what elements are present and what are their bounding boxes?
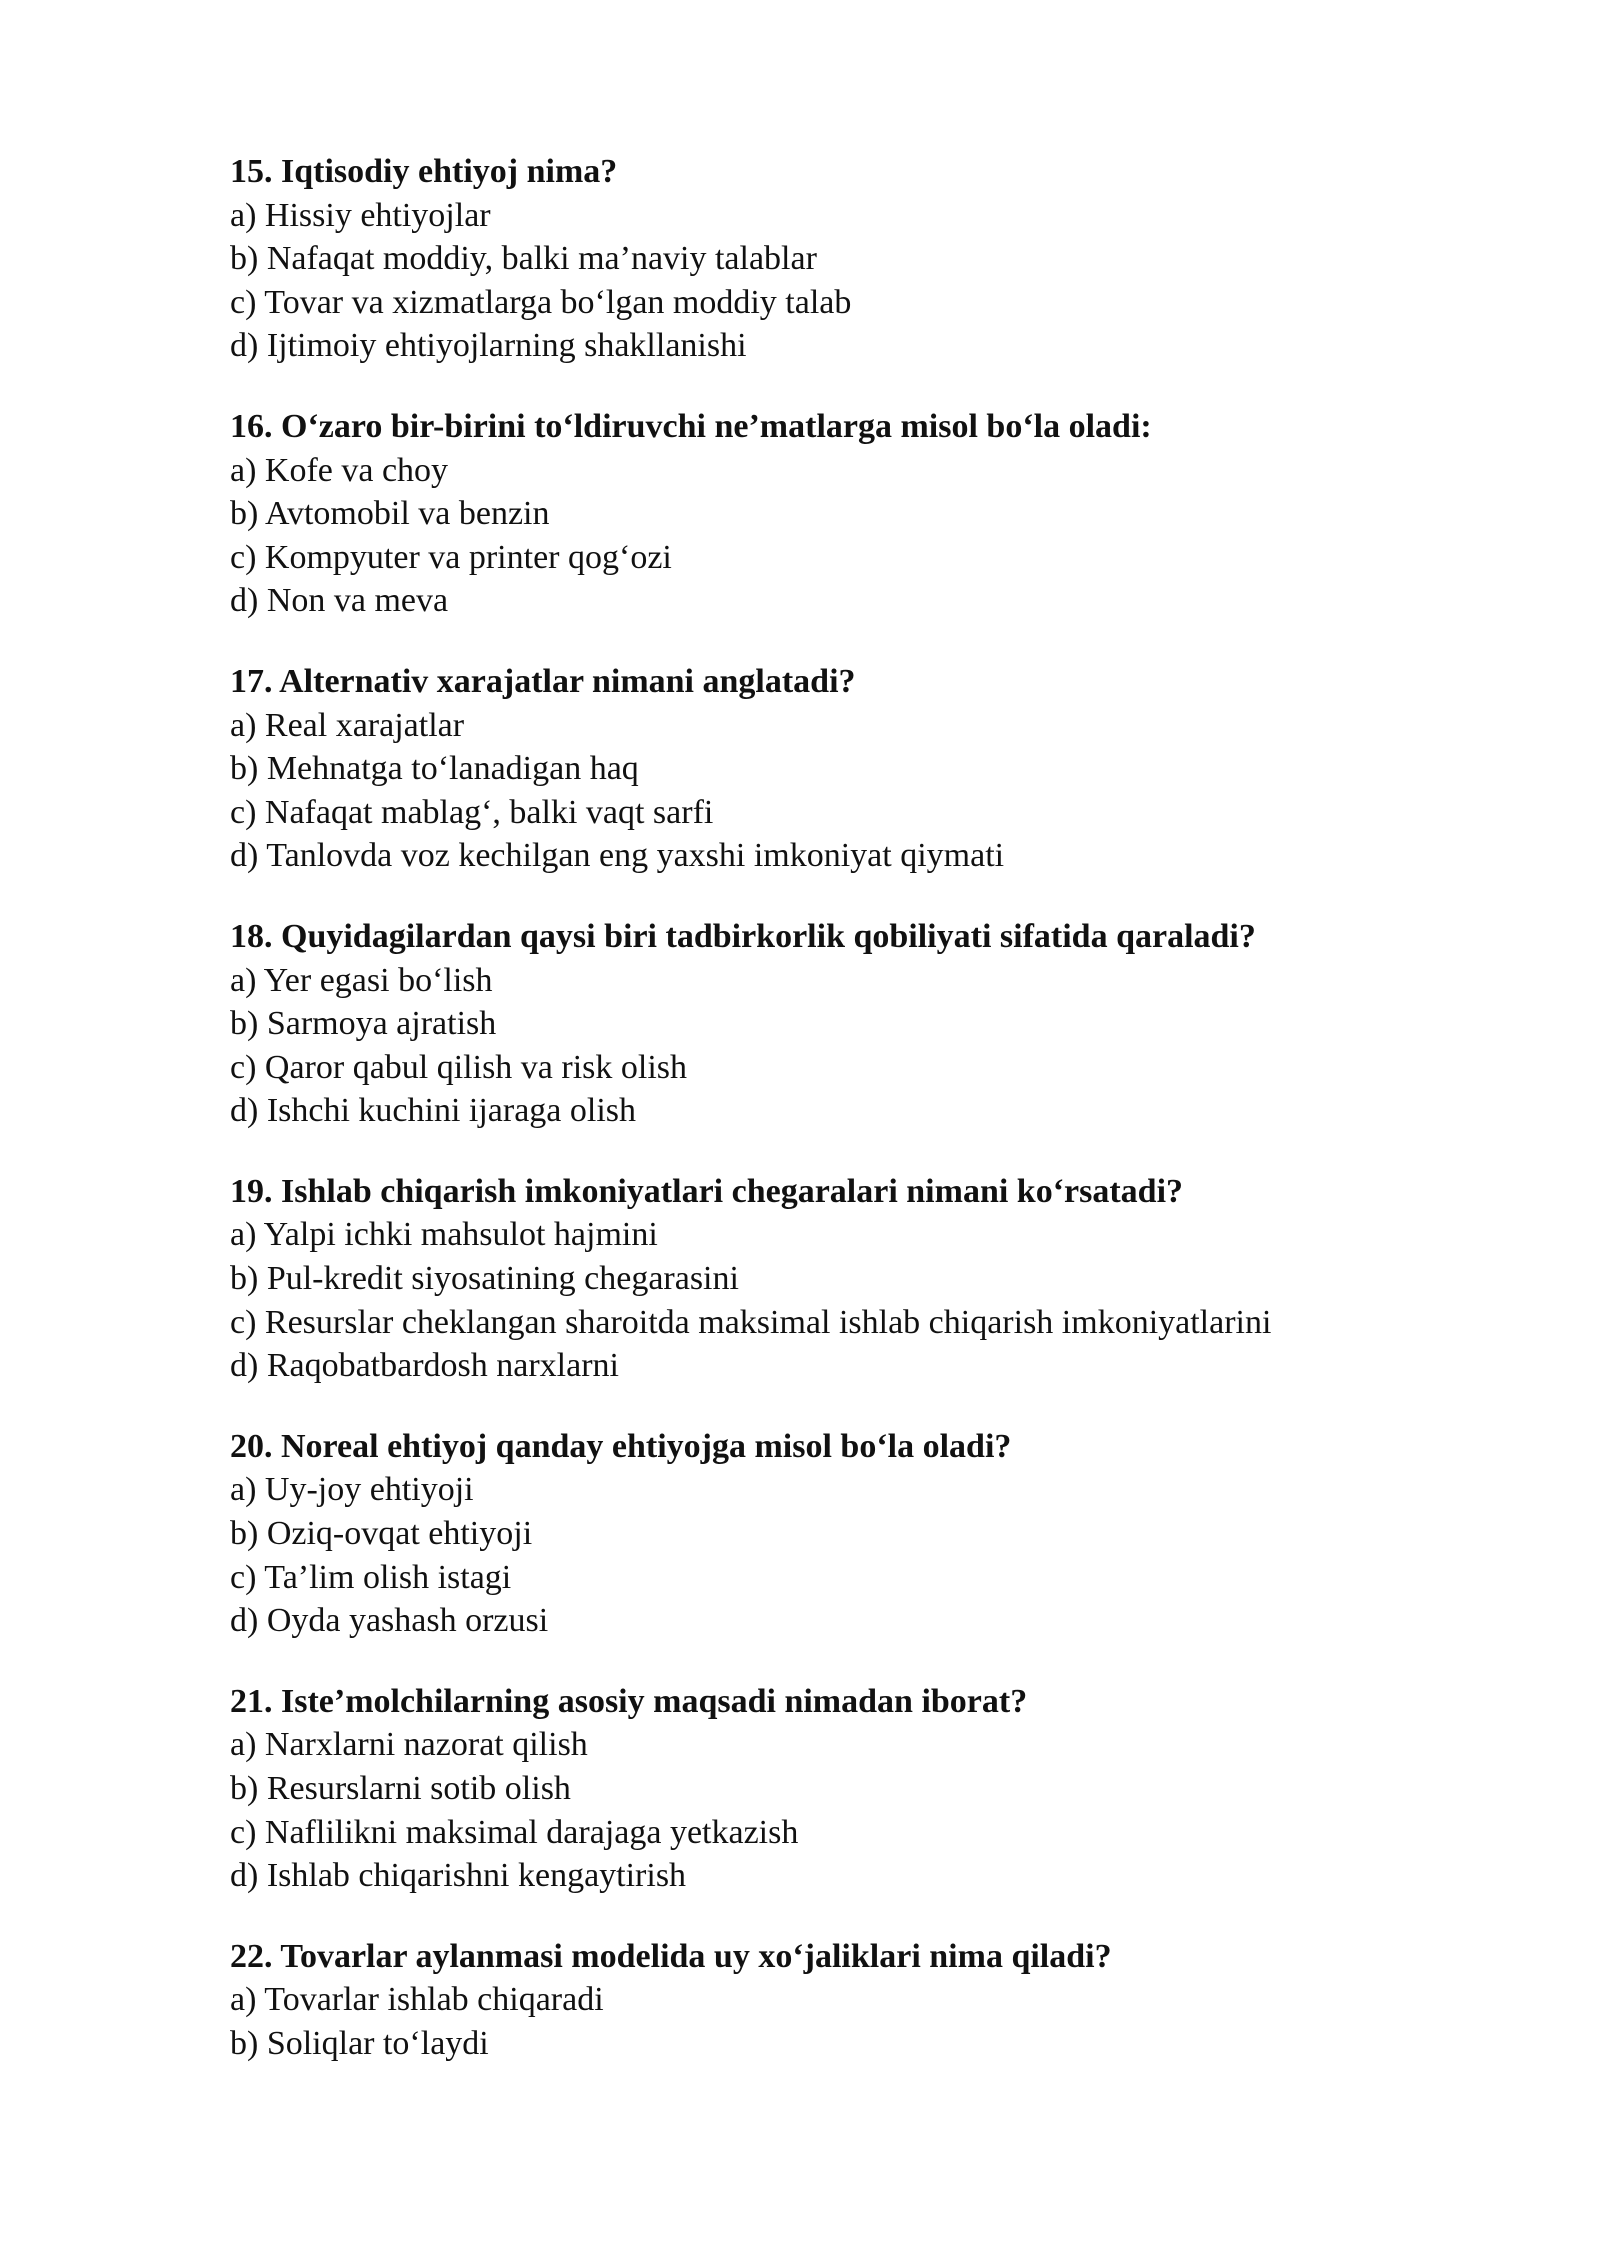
answer-option: c) Kompyuter va printer qog‘ozi bbox=[230, 538, 672, 576]
answer-option: d) Ijtimoiy ehtiyojlarning shakllanishi bbox=[230, 327, 747, 365]
question-title: 22. Tovarlar aylanmasi modelida uy xo‘jaliklari nima qiladi? bbox=[230, 1937, 1112, 1975]
question-title: 16. O‘zaro bir-birini to‘ldiruvchi ne’matlarga misol bo‘la oladi: bbox=[230, 407, 1152, 445]
answer-option: a) Yalpi ichki mahsulot hajmini bbox=[230, 1216, 658, 1254]
answer-option: d) Ishlab chiqarishni kengaytirish bbox=[230, 1857, 687, 1895]
answer-option: c) Nafaqat mablag‘, balki vaqt sarfi bbox=[230, 793, 714, 831]
answer-option: a) Narxlarni nazorat qilish bbox=[230, 1726, 588, 1764]
answer-option: a) Hissiy ehtiyojlar bbox=[230, 196, 491, 234]
answer-option: b) Sarmoya ajratish bbox=[230, 1005, 497, 1043]
answer-option: d) Non va meva bbox=[230, 582, 449, 620]
question-20 bbox=[230, 1425, 1510, 1643]
question-22 bbox=[230, 1935, 1510, 2066]
answer-option: d) Raqobatbardosh narxlarni bbox=[230, 1347, 619, 1385]
question-21 bbox=[230, 1680, 1510, 1898]
answer-option: c) Qaror qabul qilish va risk olish bbox=[230, 1048, 688, 1086]
question-title: 21. Iste’molchilarning asosiy maqsadi nimadan iborat? bbox=[230, 1682, 1028, 1720]
question-title: 17. Alternativ xarajatlar nimani anglatadi? bbox=[230, 662, 856, 700]
answer-option: b) Pul-kredit siyosatining chegarasini bbox=[230, 1260, 739, 1298]
answer-option: b) Avtomobil va benzin bbox=[230, 495, 550, 533]
question-16 bbox=[230, 405, 1510, 623]
answer-option: c) Resurslar cheklangan sharoitda maksimal ishlab chiqarish imkoniyatlarini bbox=[230, 1303, 1272, 1341]
question-17 bbox=[230, 660, 1510, 878]
question-title: 19. Ishlab chiqarish imkoniyatlari chegaralari nimani ko‘rsatadi? bbox=[230, 1172, 1184, 1210]
answer-option: b) Mehnatga to‘lanadigan haq bbox=[230, 750, 639, 788]
question-title: 20. Noreal ehtiyoj qanday ehtiyojga misol bo‘la oladi? bbox=[230, 1427, 1012, 1465]
question-list bbox=[230, 150, 1510, 2103]
question-title: 18. Quyidagilardan qaysi biri tadbirkorlik qobiliyati sifatida qaraladi? bbox=[230, 917, 1256, 955]
answer-option: a) Tovarlar ishlab chiqaradi bbox=[230, 1981, 604, 2019]
answer-option: a) Yer egasi bo‘lish bbox=[230, 961, 493, 999]
answer-option: d) Tanlovda voz kechilgan eng yaxshi imkoniyat qiymati bbox=[230, 837, 1005, 875]
answer-option: a) Kofe va choy bbox=[230, 451, 449, 489]
question-18 bbox=[230, 915, 1510, 1133]
answer-option: b) Soliqlar to‘laydi bbox=[230, 2024, 489, 2062]
answer-option: b) Nafaqat moddiy, balki ma’naviy talablar bbox=[230, 240, 817, 278]
answer-option: a) Uy-joy ehtiyoji bbox=[230, 1471, 474, 1509]
question-title: 15. Iqtisodiy ehtiyoj nima? bbox=[230, 153, 618, 190]
answer-option: a) Real xarajatlar bbox=[230, 706, 465, 744]
question-15 bbox=[230, 150, 1510, 368]
answer-option: b) Resurslarni sotib olish bbox=[230, 1770, 571, 1807]
answer-option: b) Oziq-ovqat ehtiyoji bbox=[230, 1515, 533, 1553]
answer-option: c) Ta’lim olish istagi bbox=[230, 1558, 512, 1596]
question-19 bbox=[230, 1170, 1510, 1388]
answer-option: d) Oyda yashash orzusi bbox=[230, 1602, 549, 1640]
answer-option: c) Tovar va xizmatlarga bo‘lgan moddiy talab bbox=[230, 283, 852, 321]
answer-option: c) Naflilikni maksimal darajaga yetkazish bbox=[230, 1813, 799, 1851]
answer-option: d) Ishchi kuchini ijaraga olish bbox=[230, 1092, 637, 1130]
